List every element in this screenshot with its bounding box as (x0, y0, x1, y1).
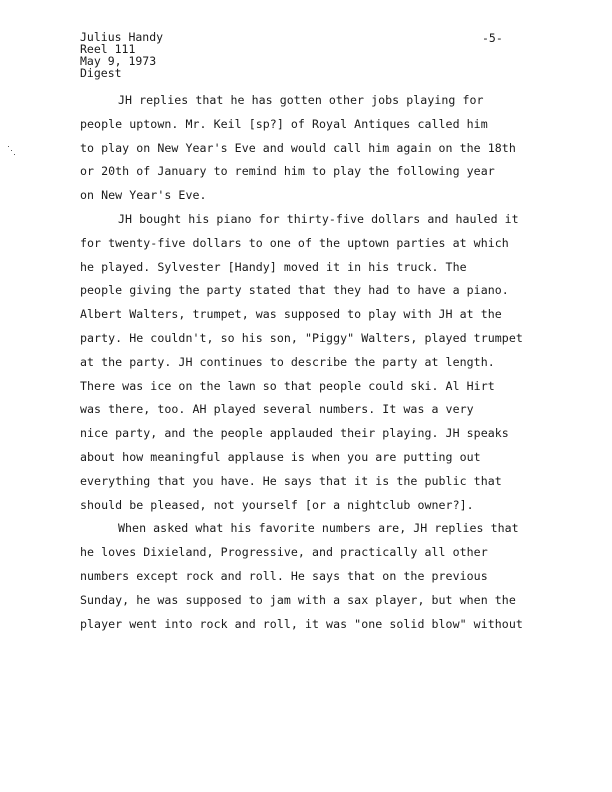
page-number: -5- (482, 31, 503, 45)
body-line: JH bought his piano for thirty-five dollars and hauled it (118, 212, 519, 226)
header-reel: Reel 111 (80, 42, 136, 56)
body-line: There was ice on the lawn so that people could ski. Al Hirt (80, 379, 495, 393)
body-line: Sunday, he was supposed to jam with a sax player, but when the (80, 593, 516, 607)
body-line: on New Year's Eve. (80, 188, 207, 202)
header-type: Digest (80, 66, 122, 80)
body-line: to play on New Year's Eve and would call him again on the 18th (80, 141, 516, 155)
body-line: or 20th of January to remind him to play the following year (80, 164, 495, 178)
body-line: nice party, and the people applauded their playing. JH speaks (80, 426, 509, 440)
body-line: for twenty-five dollars to one of the uptown parties at which (80, 236, 509, 250)
scan-speck (14, 154, 15, 155)
scan-speck (8, 146, 9, 147)
body-line: about how meaningful applause is when you are putting out (80, 450, 481, 464)
header-date: May 9, 1973 (80, 54, 157, 68)
body-line: was there, too. AH played several numbers. It was a very (80, 402, 474, 416)
body-line: Albert Walters, trumpet, was supposed to play with JH at the (80, 307, 502, 321)
body-line: JH replies that he has gotten other jobs playing for (118, 93, 484, 107)
body-line: When asked what his favorite numbers are, JH replies that (118, 521, 519, 535)
body-line: he played. Sylvester [Handy] moved it in his truck. The (80, 260, 467, 274)
body-line: he loves Dixieland, Progressive, and practically all other (80, 545, 488, 559)
body-line: at the party. JH continues to describe the party at length. (80, 355, 495, 369)
body-line: should be pleased, not yourself [or a nightclub owner?]. (80, 498, 474, 512)
scan-speck (11, 150, 12, 151)
body-line: player went into rock and roll, it was "one solid blow" without (80, 617, 523, 631)
header-name: Julius Handy (80, 30, 164, 44)
body-line: everything that you have. He says that it is the public that (80, 474, 502, 488)
body-line: party. He couldn't, so his son, "Piggy" Walters, played trumpet (80, 331, 523, 345)
body-line: people uptown. Mr. Keil [sp?] of Royal Antiques called him (80, 117, 488, 131)
body-line: people giving the party stated that they had to have a piano. (80, 283, 509, 297)
body-line: numbers except rock and roll. He says that on the previous (80, 569, 488, 583)
